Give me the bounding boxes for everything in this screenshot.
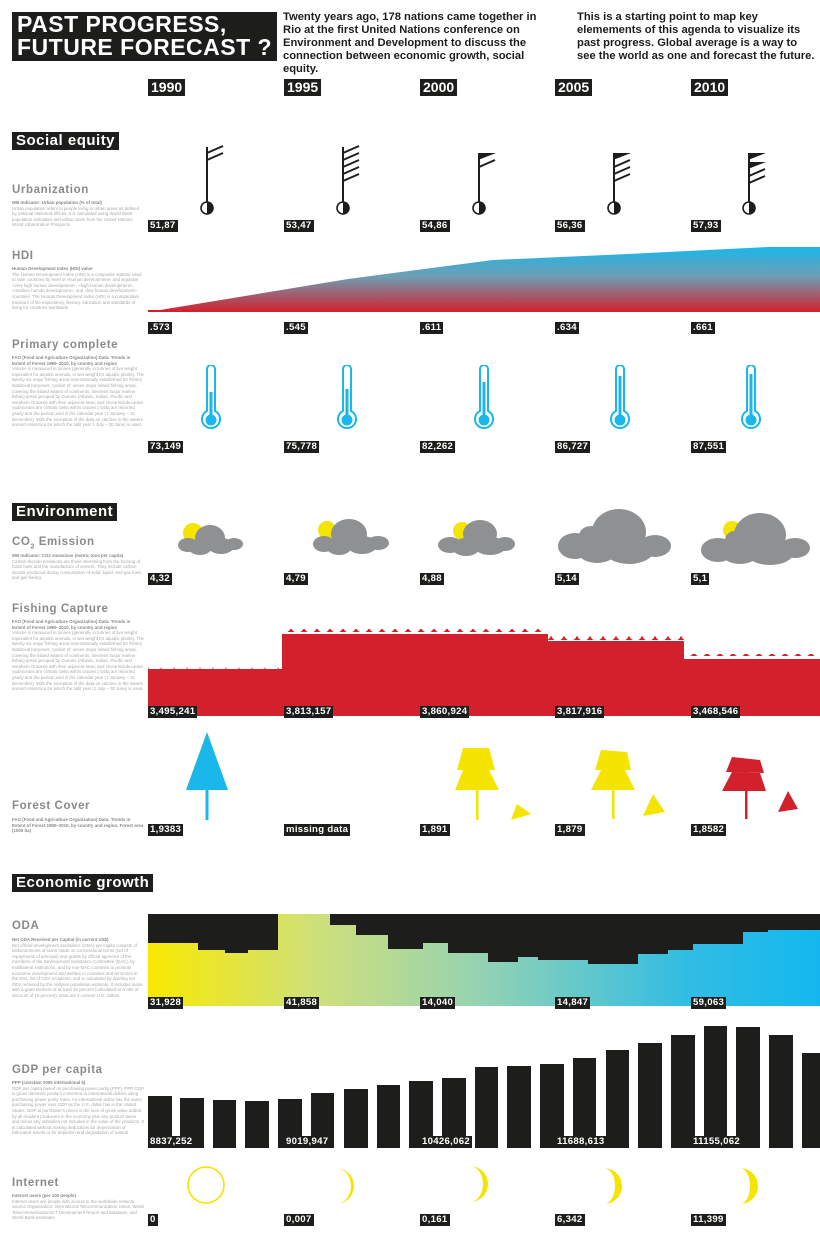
indicator-text: The Human Development Index (HDI) is a composite statistic used to rank countries by level of «human development» and separate «very high human development», «high human development», «medium human development», and «low human development» countries. The Human Development Index (HDI) is a comparative measure of life expectancy, literacy, education and standards of living for countries worldwide. xyxy=(12,271,142,311)
value-label: 75,778 xyxy=(286,441,318,452)
indicator-text: Net official development assistance (ODA) per capita consists of disbursements of loans made on concessional terms (net of repayments of principal) and grants by official agencies of the members of the Development Assistance Committee (DAC), by multilateral institutions, and by non-DAC countries to promote economic development and welfare in countries and territories in the DAC list of ODA recipients; and is calculated by dividing net ODA received by the midyear population estimate. It includes loans with a grant element of at least 25 percent (calculated at a rate of discount of 10 percent). Data are in current U.S. dollars. xyxy=(12,942,143,998)
thermometer-icon xyxy=(609,365,631,433)
co2-suffix: Emission xyxy=(34,536,95,548)
indicator-desc-forest-cover xyxy=(12,817,144,834)
intro-right: This is a starting point to map key elemements of this agenda to visualize its past progress. Global average is a way to see the world as one and forecast the future. xyxy=(577,11,815,62)
hdi-area-chart xyxy=(148,244,820,314)
indicator-title-hdi: HDI xyxy=(12,250,34,262)
indicator-title-oda: ODA xyxy=(12,920,40,932)
music-note-icon xyxy=(195,145,225,217)
value-label: 4,79 xyxy=(286,573,306,584)
indicator-source: PPP (constant 2005 international $) xyxy=(12,1080,86,1085)
cloud-sun-icon xyxy=(312,514,392,560)
music-note-icon xyxy=(467,145,497,217)
tree-icon xyxy=(184,732,230,822)
year-label: 2000 xyxy=(420,79,457,96)
co2-prefix: CO xyxy=(12,536,31,548)
indicator-desc-fishing-capture xyxy=(12,619,144,692)
cloud-sun-icon xyxy=(176,518,246,558)
page-title xyxy=(12,12,277,61)
crescent-moon-icon xyxy=(454,1164,494,1204)
music-note-icon xyxy=(331,145,361,217)
value-label: 1,8582 xyxy=(693,824,725,835)
value-label: .545 xyxy=(286,322,306,333)
indicator-desc-hdi xyxy=(12,266,144,311)
value-label: 0 xyxy=(150,1214,156,1225)
music-note-icon xyxy=(602,145,632,217)
value-label: 1,891 xyxy=(422,824,448,835)
value-label: 11688,613 xyxy=(557,1136,605,1147)
title-line-2: FUTURE FORECAST ? xyxy=(17,34,273,60)
value-label: 86,727 xyxy=(557,441,589,452)
value-label: 53,47 xyxy=(286,220,312,231)
indicator-source: Net ODA Received per Capital (in current US$) xyxy=(12,937,109,942)
full-moon-outline-icon xyxy=(186,1165,226,1205)
intro-left: Twenty years ago, 178 nations came together in Rio at the first United Nations conference on Environment and Development to discuss the connection between economic growth, social equity. xyxy=(283,11,537,75)
indicator-source: FAO (Food and Agriculture Organization) Data: Trends in Extent of Forest 1990–2010, by country and region xyxy=(12,355,131,366)
indicator-desc-co2 xyxy=(12,553,144,581)
music-note-icon xyxy=(737,145,767,217)
value-label: 14,847 xyxy=(557,997,589,1008)
value-label: 56,36 xyxy=(557,220,583,231)
value-label: 41,858 xyxy=(286,997,318,1008)
value-label: .611 xyxy=(422,322,442,333)
indicator-desc-gdp xyxy=(12,1080,144,1136)
thermometer-icon xyxy=(200,365,222,433)
value-label: 5,1 xyxy=(693,573,708,584)
year-label: 1990 xyxy=(148,79,185,96)
indicator-text: Volume is measured in tonnes (generally in tonnes of live weight equivalent for aquatic animals, in wet weight for aquatic plants). The twenty-six major fishing areas internationally established for fishery statistical purposes, consist of: seven major inland fishing areas, covering the inland waters of continents; nineteen major marine fishing areas grouped by Oceans (Atlantic, Indian, Pacific and Southern Oceans) with their adjacent seas; and Oceans/suboceans (suboceans are climatic belts within oceans.) Data are reported yearly and the period used is the calendar year (1 January – 31 December). With the exception of the data on catches in the waters around Antarctica for which the split year (1 July – 30 June) is used. xyxy=(12,630,144,692)
value-label: 11155,062 xyxy=(693,1136,740,1147)
indicator-source: FAO (Food and Agriculture Organization) Data: Trends in Extent of Forest 1990–2010, by country and region. Forest area (1000 ha) xyxy=(12,817,144,834)
indicator-desc-urbanization xyxy=(12,200,144,228)
value-label: 10426,062 xyxy=(422,1136,471,1147)
value-label: 3,495,241 xyxy=(150,706,196,717)
year-label: 2005 xyxy=(555,79,592,96)
section-economic-growth: Economic growth xyxy=(12,874,153,892)
indicator-title-primary-complete: Primary complete xyxy=(12,339,119,351)
indicator-title-gdp: GDP per capita xyxy=(12,1064,103,1076)
indicator-desc-internet xyxy=(12,1193,144,1221)
value-label: 9019,947 xyxy=(286,1136,329,1147)
value-label: 5,14 xyxy=(557,573,577,584)
value-label: missing data xyxy=(286,824,349,835)
value-label: 3,468,546 xyxy=(693,706,739,717)
indicator-desc-oda xyxy=(12,937,144,999)
value-label: 3,817,916 xyxy=(557,706,603,717)
value-label: 0,007 xyxy=(286,1214,312,1225)
value-label: 54,86 xyxy=(422,220,448,231)
indicator-title-urbanization: Urbanization xyxy=(12,184,89,196)
cloud-sun-icon xyxy=(700,508,812,568)
indicator-text: Urban population refers to people living in urban areas as defined by national statistical offices. It is calculated using World Bank population estimates and urban ratios from the United Nations World Urbanization Prospects. xyxy=(12,205,140,228)
co2-subscript: 2 xyxy=(30,543,35,551)
thermometer-icon xyxy=(473,365,495,433)
value-label: 3,860,924 xyxy=(422,706,468,717)
value-label: 6,342 xyxy=(557,1214,583,1225)
value-label: 51,87 xyxy=(150,220,176,231)
indicator-text: Volume is measured in tonnes (generally in tonnes of live weight equivalent for aquatic animals, in wet weight for aquatic plants). The twenty-six major fishing areas internationally established for fishery statistical purposes, consist of: seven major inland fishing areas, covering the inland waters of continents; nineteen major marine fishing areas grouped by Oceans (Atlantic, Indian, Pacific and Southern Oceans) with their adjacent seas; and Oceans/suboceans (suboceans are climatic belts within oceans.) Data are reported yearly and the period used is the calendar year (1 January – 31 December). With the exception of the data on catches in the waters around Antarctica for which the split year 1 July – 30 June) is used. xyxy=(12,366,144,428)
indicator-text: Internet users are people with access to the worldwide network. Source Organisation: International Telecommunication Union, World Telecommunication/ICT Development Report and database, and World Bank estimates. xyxy=(12,1198,144,1221)
indicator-source: WB Indicator: Urban population (% of total) xyxy=(12,200,102,205)
crescent-moon-icon xyxy=(318,1166,358,1206)
fallen-tree-icon xyxy=(455,748,535,823)
value-label: 31,928 xyxy=(150,997,182,1008)
value-label: 0,161 xyxy=(422,1214,448,1225)
crescent-moon-icon xyxy=(590,1166,630,1206)
value-label: 87,551 xyxy=(693,441,725,452)
value-label: 11,399 xyxy=(693,1214,724,1225)
title-line-1: PAST PROGRESS, xyxy=(17,11,227,37)
fishing-wave-chart xyxy=(148,624,820,716)
value-label: 3,813,157 xyxy=(286,706,332,717)
value-label: 4,32 xyxy=(150,573,170,584)
value-label: 73,149 xyxy=(150,441,182,452)
indicator-source: Internet users (per 100 people) xyxy=(12,1193,76,1198)
indicator-title-internet: Internet xyxy=(12,1177,59,1189)
indicator-title-forest-cover: Forest Cover xyxy=(12,800,91,812)
year-label: 1995 xyxy=(284,79,321,96)
value-label: .573 xyxy=(150,322,170,333)
value-label: 8837,252 xyxy=(150,1136,193,1147)
indicator-title-co2 xyxy=(12,536,95,550)
value-label: 59,063 xyxy=(693,997,725,1008)
value-label: .634 xyxy=(557,322,577,333)
oda-step-chart xyxy=(148,914,820,1006)
indicator-source: FAO (Food and Agriculture Organization) Data: Trends in Extent of Forest 1990–2010, by country and region xyxy=(12,619,131,630)
value-label: .661 xyxy=(693,322,713,333)
section-environment: Environment xyxy=(12,503,117,521)
value-label: 1,879 xyxy=(557,824,583,835)
indicator-desc-primary-complete xyxy=(12,355,144,428)
indicator-title-fishing-capture: Fishing Capture xyxy=(12,603,109,615)
thermometer-icon xyxy=(740,365,762,433)
thermometer-icon xyxy=(336,365,358,433)
value-label: 1,9383 xyxy=(150,824,182,835)
indicator-source: WB Indicator: CO2 emissions (metric tons per capita) xyxy=(12,553,124,558)
indicator-source: Human Development Index (HDI) value xyxy=(12,266,93,271)
value-label: 82,262 xyxy=(422,441,454,452)
value-label: 57,93 xyxy=(693,220,719,231)
fallen-tree-icon xyxy=(591,750,671,825)
value-label: 4,88 xyxy=(422,573,442,584)
value-label: 14,040 xyxy=(422,997,454,1008)
gdp-bar-chart xyxy=(148,1025,820,1148)
indicator-text: GDP per capita based on purchasing power parity (PPP). PPP GDP is gross domestic product converted to international dollars using purchasing power parity rates. An international dollar has the same purchasing power over GDP as the U.S. dollar has in the United States. GDP at purchaser's prices is the sum of gross value added by all resident producers in the economy plus any product taxes and minus any subsidies not included in the value of the products. It is calculated without making deductions for depreciation of fabricated assets or for depletion and degradation of natural xyxy=(12,1085,144,1136)
fallen-tree-icon xyxy=(722,757,802,827)
year-label: 2010 xyxy=(691,79,728,96)
section-social-equity: Social equity xyxy=(12,132,119,150)
indicator-text: Carbon dioxide emissions are those stemming from the burning of fossil fuels and the manufacture of cement. They include carbon dioxide produced during consumption of solid, liquid, and gas fuels and gas flaring. xyxy=(12,558,142,581)
cloud-sun-icon xyxy=(436,514,516,560)
crescent-moon-icon xyxy=(727,1166,767,1206)
cloud-icon xyxy=(557,506,673,568)
